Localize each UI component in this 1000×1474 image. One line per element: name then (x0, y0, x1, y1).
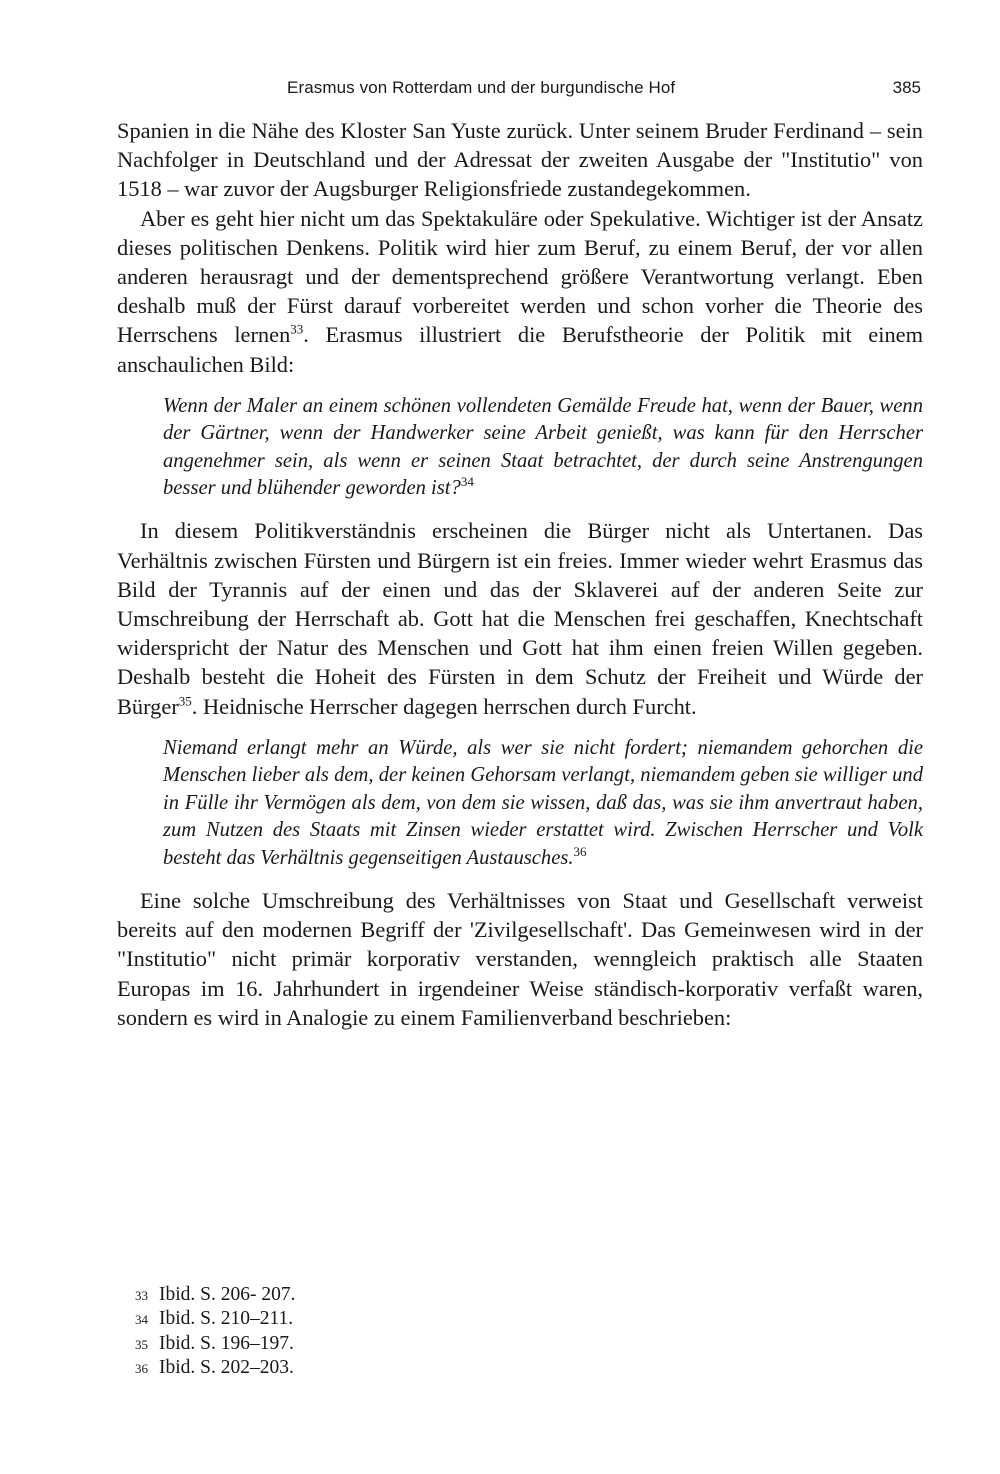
footnote-ref-35[interactable]: 35 (178, 693, 192, 709)
paragraph-1 (117, 116, 923, 204)
footnote-text: Ibid. S. 202–203. (159, 1357, 294, 1379)
paragraph-4-text: Eine solche Umschreibung des Verhältnisses von Staat und Gesellschaft verweist bereits auf den modernen Begriff der 'Zivilgesellschaft'. Das Gemeinwesen wird in der "Institutio" nicht primär korporativ verstanden, wenngleich praktisch alle Staaten Europas im 16. Jahrhundert in irgendeiner Weise ständisch-korporativ verfaßt waren, sondern es wird in Analogie zu einem Familienverband beschrieben: (117, 887, 923, 1030)
body-text-2 (117, 516, 923, 720)
paragraph-2 (117, 204, 923, 379)
footnote-number: 36 (135, 1361, 148, 1377)
footnote-34 (135, 1307, 296, 1331)
block-quote-2 (163, 735, 923, 872)
paragraph-2-text-after: . Erasmus illustriert die Berufstheorie der Politik mit einem anschaulichen Bild: (117, 322, 923, 377)
paragraph-1-text: Spanien in die Nähe des Kloster San Yuste zurück. Unter seinem Bruder Ferdinand – sein Nachfolger in Deutschland und der Adressat der zweiten Ausgabe der "Institutio" von 1518 – war zuvor der Augsburger Religionsfriede zustandegekommen. (117, 118, 923, 202)
body-text (117, 116, 923, 379)
footnote-text: Ibid. S. 206- 207. (159, 1284, 296, 1305)
paragraph-4 (117, 886, 923, 1032)
paragraph-2-text: Aber es geht hier nicht um das Spektakuläre oder Spekulative. Wichtiger ist der Ansatz dieses politischen Denkens. Politik wird hier zum Beruf, zu einem Beruf, der vor allen anderen herausragt und der dementsprechend größere Verantwortung verlangt. Eben deshalb muß der Fürst darauf vorbereitet werden und schon vorher die Theorie des Herrschens lernen (117, 205, 923, 348)
footnote-33 (135, 1283, 296, 1307)
footnote-text: Ibid. S. 210–211. (159, 1308, 294, 1330)
footnote-text: Ibid. S. 196–197. (159, 1332, 294, 1354)
footnote-ref-36[interactable]: 36 (573, 843, 587, 859)
paragraph-3 (117, 516, 923, 720)
page (117, 78, 923, 1032)
page-number: 385 (892, 78, 921, 97)
block-quote-1 (163, 393, 923, 503)
footnote-36 (135, 1356, 296, 1380)
body-text-3 (117, 886, 923, 1032)
footnote-ref-33[interactable]: 33 (290, 321, 304, 337)
footnote-number: 33 (135, 1288, 148, 1303)
footnote-number: 34 (135, 1312, 148, 1328)
footnotes (135, 1283, 296, 1381)
footnote-35 (135, 1332, 296, 1356)
running-header (117, 78, 923, 116)
footnote-ref-34[interactable]: 34 (460, 474, 474, 490)
footnote-number: 35 (135, 1336, 148, 1352)
paragraph-3-text: In diesem Politikverständnis erscheinen die Bürger nicht als Untertanen. Das Verhältnis zwischen Fürsten und Bürgern ist ein freies. Immer wieder wehrt Erasmus das Bild der Tyrannis auf der einen und das der Sklaverei auf der anderen Seite zur Umschreibung der Herrschaft ab. Gott hat die Menschen frei geschaffen, Knechtschaft widerspricht der Natur des Menschen und Gott hat ihm einen freien Willen gegeben. Deshalb besteht die Hoheit des Fürsten in dem Schutz der Freiheit und Würde der Bürger (117, 518, 923, 719)
paragraph-3-text-after: . Heidnische Herrscher dagegen herrschen durch Furcht. (191, 693, 697, 719)
block-quote-1-text: Wenn der Maler an einem schönen vollendeten Gemälde Freude hat, wenn der Bauer, wenn der Gärtner, wenn der Handwerker seine Arbeit genießt, was kann für den Herrscher angenehmer sein, als wenn er seinen Staat betrachtet, der durch seine Anstrengungen besser und blühender geworden ist? (163, 394, 923, 500)
block-quote-2-text: Niemand erlangt mehr an Würde, als wer sie nicht fordert; niemandem gehorchen die Menschen lieber als dem, der keinen Gehorsam verlangt, niemandem geben sie williger und in Fülle ihr Vermögen als dem, von dem sie wissen, daß das, was sie ihm anvertraut haben, zum Nutzen des Staats mit Zinsen wieder erstattet wird. Zwischen Herrscher und Volk besteht das Verhältnis gegenseitigen Austausches. (163, 736, 923, 869)
running-title: Erasmus von Rotterdam und der burgundische Hof (287, 78, 676, 97)
